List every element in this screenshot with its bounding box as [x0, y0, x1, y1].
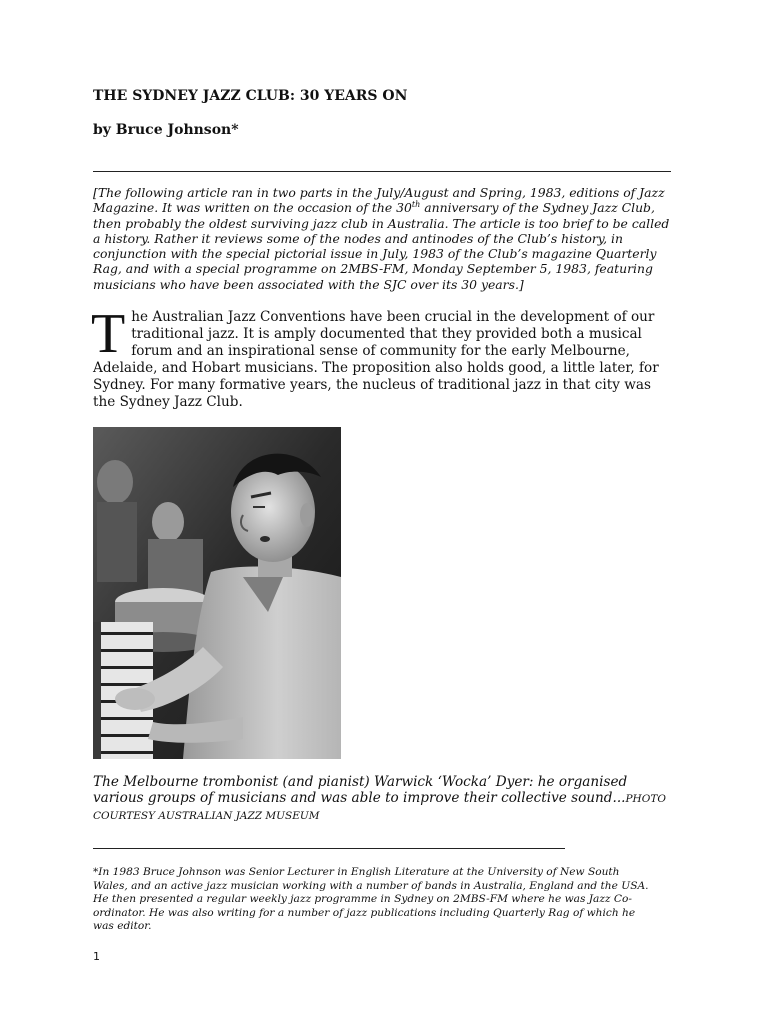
photo-caption: [93, 774, 673, 824]
intro-text-1: [The following article ran in two parts in the July/August and Spring, 1983, editions of Jazz Magazine. It was written on the occasion of the 30: [93, 185, 665, 216]
footnote-rule: [93, 848, 565, 849]
article-title: THE SYDNEY JAZZ CLUB: 30 YEARS ON: [93, 88, 408, 104]
body-paragraph: [91, 303, 673, 411]
caption-text: The Melbourne trombonist (and pianist) Warwick ‘Wocka’ Dyer: he organised various groups of musicians and was able to improve their collective sound...: [93, 774, 628, 806]
intro-note: [93, 185, 673, 292]
intro-text-2: anniversary of the Sydney Jazz Club, then probably the oldest surviving jazz club in Australia. The article is too brief to be called a history. Rather it reviews some of the nodes and antinodes of the Club’s history, in conjunction with the special pictorial issue in July, 1983 of the Club’s magazine Quarterly Rag, and with a special programme on 2MBS-FM, Monday September 5, 1983, featuring musicians who have been associated with the SJC over its 30 years.]: [93, 200, 670, 292]
intro-superscript: th: [411, 200, 421, 210]
drop-cap: T: [91, 303, 126, 365]
body-text: he Australian Jazz Conventions have been crucial in the development of our traditional jazz. It is amply documented that they provided both a musical forum and an inspirational sense of community for the early Melbourne, Adelaide, and Hobart musicians. The proposition also holds good, a little later, for Sydney. For many formative years, the nucleus of traditional jazz in that city was the Sydney Jazz Club.: [93, 309, 659, 410]
page-number: 1: [93, 950, 100, 963]
pianist-photo: [93, 427, 341, 759]
byline: by Bruce Johnson*: [93, 122, 239, 138]
author-footnote: *In 1983 Bruce Johnson was Senior Lecturer in English Literature at the University of New South Wales, and an active jazz musician working with a number of bands in Australia, England and the USA. He then presented a regular weekly jazz programme in Sydney on 2MBS-FM where he was Jazz Co-ordinator. He was also writing for a number of jazz publications including Quarterly Rag of which he was editor.: [93, 866, 649, 933]
header-rule: [93, 171, 671, 172]
photo-credit: PHOTO COURTESY AUSTRALIAN JAZZ MUSEUM: [93, 793, 666, 822]
